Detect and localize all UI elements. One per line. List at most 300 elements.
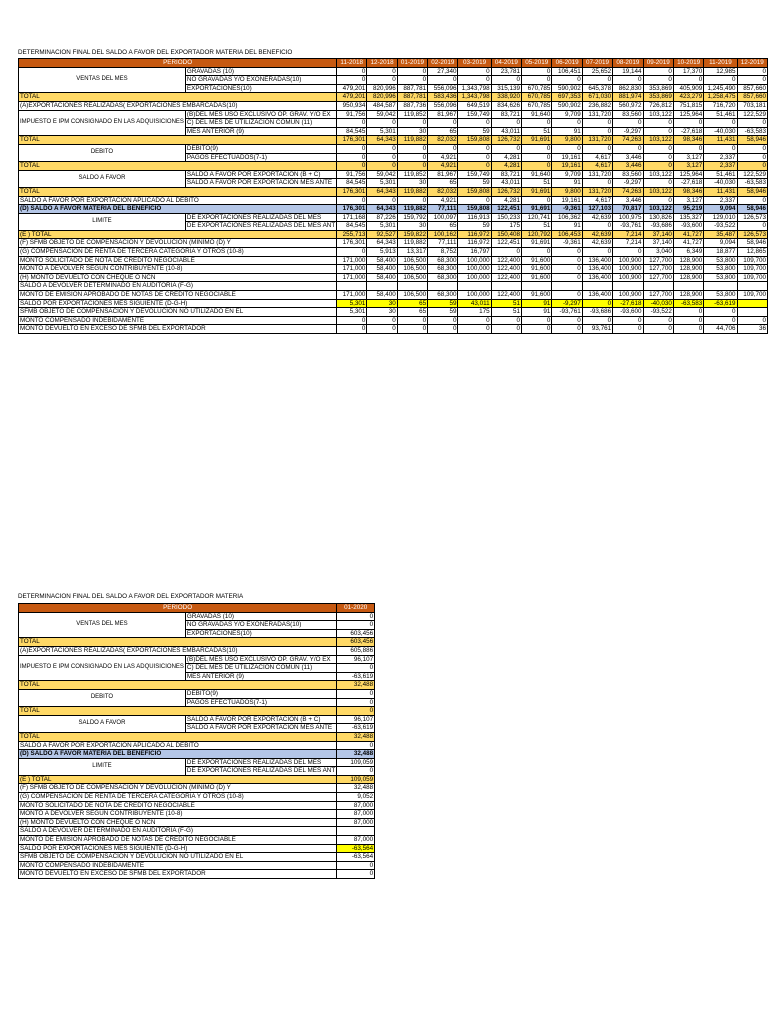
cell-value: 0 (337, 707, 375, 716)
cell-value: 0 (582, 299, 612, 308)
cell-value: 0 (522, 162, 552, 171)
cell-value: 0 (367, 325, 397, 334)
row-label: TOTAL (19, 136, 337, 145)
cell-value: 0 (613, 248, 643, 257)
period-header: 11-2018 (337, 59, 367, 68)
cell-value: 51,461 (704, 170, 737, 179)
cell-value: 171,000 (337, 291, 367, 300)
cell-value: 135,327 (673, 213, 703, 222)
row-label: DE EXPORTACIONES REALIZADAS DEL MES ANT (186, 222, 336, 230)
cell-value: 59 (458, 127, 491, 136)
cell-value: 0 (643, 153, 673, 162)
row-label: PAGOS EFECTUADOS(7-1) (185, 153, 336, 162)
cell-value: -9,297 (552, 299, 582, 308)
cell-value: 0 (367, 144, 397, 153)
cell-value: 0 (552, 316, 582, 325)
table-row (19, 101, 768, 110)
cell-value: 0 (337, 741, 375, 750)
cell-value: 887,736 (397, 101, 427, 110)
cell-value: 122,529 (737, 110, 767, 119)
cell-value: 44,706 (704, 325, 737, 334)
cell-value: 0 (522, 119, 552, 128)
cell-value: 5,301 (367, 222, 397, 231)
table-row (19, 282, 768, 291)
table-row (19, 715, 375, 724)
cell-value: 136,400 (582, 256, 612, 265)
cell-value: 0 (704, 308, 737, 317)
cell-value: 0 (552, 265, 582, 274)
cell-value: 3,446 (613, 153, 643, 162)
row-label: (F) SFMB OBJETO DE COMPENSACION Y DEVOLUCION (MINIMO (D) Y (19, 239, 337, 248)
cell-value: 479,201 (337, 84, 367, 93)
cell-value: 5,301 (367, 127, 397, 136)
cell-value: 6,349 (673, 248, 703, 257)
row-label: MONTO DE EMISION APROBADO DE NOTAS DE CREDITO NEGOCIABLE (19, 836, 337, 845)
cell-value: 130,826 (643, 213, 673, 222)
cell-value: 35,487 (704, 230, 737, 239)
cell-value: -40,030 (704, 127, 737, 136)
row-group-label: VENTAS DEL MES (19, 67, 186, 93)
cell-value: 119,882 (397, 205, 427, 214)
row-label: (G) COMPENSACION DE RENTA DE TERCERA CATEGORIA Y OTROS (10-8) (19, 248, 337, 257)
cell-value: 159,808 (458, 136, 491, 145)
cell-value: 122,400 (491, 291, 521, 300)
cell-value: 83,721 (491, 170, 521, 179)
row-label: NO GRAVADAS Y/O EXONERADAS(10) (185, 76, 336, 85)
cell-value: 0 (737, 119, 767, 128)
cell-value: 100,000 (458, 256, 491, 265)
cell-value: 106,500 (397, 273, 427, 282)
row-label: GRAVADAS (10) (185, 67, 336, 76)
table-row (19, 187, 768, 196)
cell-value: 32,488 (337, 784, 375, 793)
cell-value: 0 (367, 196, 397, 205)
cell-value: 43,011 (491, 127, 521, 136)
cell-value: 128,900 (673, 291, 703, 300)
cell-value: -27,618 (673, 179, 703, 188)
cell-value: 0 (337, 248, 367, 257)
period-header: 09-2019 (643, 59, 673, 68)
cell-value: 19,161 (552, 153, 582, 162)
table-row (19, 844, 375, 853)
row-label: SALDO A FAVOR POR EXPORTACION MES ANTE (185, 724, 336, 733)
cell-value: 91,600 (522, 273, 552, 282)
cell-value: 590,902 (552, 101, 582, 110)
cell-value: 0 (613, 76, 643, 85)
table-row (19, 230, 768, 239)
row-label: SALDO POR EXPORTACIONES MES SIGUIENTE (D-G-H) (19, 299, 337, 308)
cell-value: 64,343 (367, 187, 397, 196)
period-header: 02-2019 (428, 59, 458, 68)
cell-value: 0 (582, 144, 612, 153)
cell-value: 122,400 (491, 256, 521, 265)
table-row (19, 681, 375, 690)
cell-value: 0 (397, 153, 427, 162)
cell-value: 159,808 (458, 205, 491, 214)
cell-value: 119,852 (397, 110, 427, 119)
cell-value: 58,400 (367, 256, 397, 265)
cell-value: 122,400 (491, 265, 521, 274)
cell-value: 0 (428, 316, 458, 325)
row-label: MONTO COMPENSADO INDEBIDAMENTE (19, 316, 337, 325)
cell-value: 857,660 (737, 93, 767, 102)
row-label: MONTO A DEVOLVER SEGÚN CONTRIBUYENTE (10-8) (19, 265, 337, 274)
cell-value: 83,721 (491, 110, 521, 119)
cell-value (367, 282, 397, 291)
cell-value: 0 (737, 144, 767, 153)
row-group-label: DEBITO (19, 144, 186, 161)
cell-value: 100,900 (613, 273, 643, 282)
cell-value: 109,700 (737, 265, 767, 274)
cell-value: 109,700 (737, 256, 767, 265)
cell-value: -9,297 (613, 127, 643, 136)
cell-value: 820,996 (367, 84, 397, 93)
cell-value: 53,800 (704, 291, 737, 300)
cell-value (428, 282, 458, 291)
cell-value: -63,583 (737, 179, 767, 188)
cell-value: 3,127 (673, 153, 703, 162)
row-label: TOTAL (19, 732, 337, 741)
cell-value: 0 (337, 196, 367, 205)
row-group-label: SALDO A FAVOR (19, 715, 186, 732)
cell-value: 649,519 (458, 101, 491, 110)
cell-value: 59 (458, 179, 491, 188)
cell-value: 68,300 (428, 256, 458, 265)
period-header: 07-2019 (582, 59, 612, 68)
row-label: TOTAL (19, 187, 337, 196)
row-group-label: IMPUESTO E IPM CONSIGNADO EN LAS ADQUISICIONES (19, 110, 186, 136)
cell-value: 0 (673, 316, 703, 325)
cell-value: 1,258,475 (704, 93, 737, 102)
cell-value: 2,337 (704, 153, 737, 162)
cell-value: 126,573 (737, 213, 767, 222)
cell-value: 23,781 (491, 67, 521, 76)
row-label: TOTAL (19, 707, 337, 716)
cell-value: -63,619 (704, 299, 737, 308)
cell-value: 136,400 (582, 291, 612, 300)
cell-value: 43,011 (491, 179, 521, 188)
row-label: MONTO DEVUELTO EN EXCESO DE SFMB DEL EXPORTADOR (19, 870, 337, 879)
row-label: EXPORTACIONES(10) (185, 84, 336, 93)
cell-value: 0 (582, 179, 612, 188)
period-header: 11-2019 (704, 59, 737, 68)
row-label: DE EXPORTACIONES REALIZADAS DEL MES (185, 213, 336, 222)
cell-value: 82,032 (428, 187, 458, 196)
cell-value: 834,626 (491, 101, 521, 110)
header-row (19, 59, 768, 68)
cell-value: 4,281 (491, 196, 521, 205)
cell-value: 0 (552, 76, 582, 85)
cell-value: 74,263 (613, 187, 643, 196)
cell-value: 136,400 (582, 273, 612, 282)
cell-value: 65 (397, 308, 427, 317)
row-label: TOTAL (19, 681, 337, 690)
cell-value: 0 (337, 316, 367, 325)
cell-value: 119,882 (397, 239, 427, 248)
cell-value: 103,122 (643, 187, 673, 196)
period-header: 06-2019 (552, 59, 582, 68)
cell-value: 0 (458, 67, 491, 76)
cell-value: 100,000 (458, 265, 491, 274)
cell-value: 175 (491, 222, 521, 231)
row-label: SALDO A FAVOR POR EXPORTACION APLICADO AL DEBITO (19, 741, 337, 750)
cell-value: 59 (458, 222, 491, 231)
cell-value: 0 (737, 316, 767, 325)
period-header: 01-2019 (397, 59, 427, 68)
cell-value: 5,301 (367, 179, 397, 188)
cell-value: 100,097 (428, 213, 458, 222)
cell-value: 0 (522, 67, 552, 76)
cell-value: 0 (337, 67, 367, 76)
cell-value: 171,168 (337, 213, 367, 222)
row-label: SALDO A FAVOR POR EXPORTACION (B + C) (185, 170, 336, 179)
cell-value: 53,800 (704, 256, 737, 265)
cell-value: 91,691 (522, 136, 552, 145)
row-label: SALDO A DEVOLVER DETERMINADO EN AUDITORIA (F-G) (19, 282, 337, 291)
cell-value: 100,975 (613, 213, 643, 222)
cell-value: 68,300 (428, 265, 458, 274)
cell-value (704, 282, 737, 291)
table-row (19, 256, 768, 265)
cell-value: 96,107 (337, 655, 375, 664)
cell-value: 176,301 (337, 187, 367, 196)
cell-value: 176,301 (337, 205, 367, 214)
cell-value: 0 (673, 119, 703, 128)
cell-value: 0 (458, 316, 491, 325)
cell-value: 58,946 (737, 136, 767, 145)
cell-value: 0 (552, 291, 582, 300)
cell-value: 556,096 (428, 101, 458, 110)
cell-value: 0 (458, 325, 491, 334)
cell-value: 9,094 (704, 205, 737, 214)
row-label: (H) MONTO DEVUELTO CON CHEQUE O NCN (19, 273, 337, 282)
cell-value: 0 (397, 119, 427, 128)
cell-value: 120,792 (522, 230, 552, 239)
cell-value: 106,453 (552, 230, 582, 239)
cell-value: 0 (397, 162, 427, 171)
cell-value: 59,042 (367, 170, 397, 179)
row-label: C) DEL MES DE UTILIZACION COMUN (11) (185, 119, 336, 128)
cell-value: -40,030 (643, 299, 673, 308)
cell-value: 68,300 (428, 273, 458, 282)
cell-value: 820,996 (367, 93, 397, 102)
table-row (19, 861, 375, 870)
cell-value: 176,301 (337, 136, 367, 145)
cell-value: 68,300 (428, 291, 458, 300)
cell-value: 91 (552, 127, 582, 136)
cell-value: 41,727 (673, 230, 703, 239)
cell-value: 3,040 (643, 248, 673, 257)
header-period-label: PERIODO (19, 59, 337, 68)
header-row (19, 604, 375, 613)
cell-value: 53,800 (704, 265, 737, 274)
cell-value: 590,902 (552, 84, 582, 93)
cell-value: 9,800 (552, 187, 582, 196)
row-group-label: VENTAS DEL MES (19, 612, 186, 638)
cell-value: 0 (613, 325, 643, 334)
cell-value: 84,545 (337, 179, 367, 188)
cell-value: 30 (397, 222, 427, 231)
cell-value (737, 282, 767, 291)
cell-value (491, 282, 521, 291)
cell-value: 0 (704, 316, 737, 325)
cell-value: 0 (613, 316, 643, 325)
cell-value: -93,522 (704, 222, 737, 231)
cell-value: 0 (491, 316, 521, 325)
cell-value: 0 (458, 119, 491, 128)
cell-value: 30 (397, 179, 427, 188)
cell-value: 11,431 (704, 136, 737, 145)
cell-value: 103,122 (643, 110, 673, 119)
cell-value: 70,817 (613, 205, 643, 214)
cell-value: 171,000 (337, 273, 367, 282)
cell-value: 42,639 (582, 213, 612, 222)
cell-value: 77,111 (428, 205, 458, 214)
cell-value: -93,600 (613, 308, 643, 317)
cell-value: 17,370 (673, 67, 703, 76)
cell-value: 4,617 (582, 162, 612, 171)
row-label: (A)EXPORTACIONES REALIZADAS( EXPORTACIONES EMBARCADAS(10) (19, 101, 337, 110)
cell-value: 12,985 (704, 67, 737, 76)
cell-value: 36 (737, 325, 767, 334)
table-row (19, 273, 768, 282)
cell-value: 65 (428, 179, 458, 188)
cell-value: 0 (337, 861, 375, 870)
cell-value: -27,618 (613, 299, 643, 308)
cell-value: 0 (552, 256, 582, 265)
cell-value: 91,600 (522, 256, 552, 265)
cell-value: 605,886 (337, 646, 375, 655)
cell-value: 131,720 (582, 170, 612, 179)
cell-value: 0 (613, 119, 643, 128)
row-label: EXPORTACIONES(10) (185, 629, 336, 638)
row-label: SFMB OBJETO DE COMPENSACION Y DEVOLUCION NO UTILIZADO EN EL (19, 308, 337, 317)
cell-value: 64,343 (367, 205, 397, 214)
table-row (19, 853, 375, 862)
cell-value: 100,000 (458, 291, 491, 300)
table-row (19, 758, 375, 767)
cell-value: 109,700 (737, 291, 767, 300)
cell-value: 51 (522, 179, 552, 188)
cell-value: 603,456 (337, 629, 375, 638)
cell-value: -27,618 (673, 127, 703, 136)
table-row (19, 801, 375, 810)
cell-value: 0 (673, 325, 703, 334)
row-label: MES ANTERIOR (9) (185, 672, 336, 681)
cell-value: 0 (458, 153, 491, 162)
table1-title: DETERMINACION FINAL DEL SALDO A FAVOR DEL EXPORTADOR MATERIA DEL BENEFICIO (18, 49, 293, 56)
cell-value: 116,972 (458, 239, 491, 248)
cell-value: -63,564 (337, 844, 375, 853)
cell-value: 0 (552, 144, 582, 153)
cell-value (522, 282, 552, 291)
cell-value: 109,700 (737, 273, 767, 282)
row-label: SALDO POR EXPORTACIONES MES SIGUIENTE (D-G-H) (19, 844, 337, 853)
period-header: 10-2019 (673, 59, 703, 68)
cell-value: 131,720 (582, 187, 612, 196)
cell-value: 0 (491, 76, 521, 85)
cell-value: 37,140 (643, 230, 673, 239)
cell-value: 0 (491, 248, 521, 257)
cell-value: 0 (428, 119, 458, 128)
cell-value: 42,639 (582, 230, 612, 239)
cell-value: 726,812 (643, 101, 673, 110)
cell-value: 106,451 (552, 67, 582, 76)
table-row (19, 110, 768, 119)
table-row (19, 689, 375, 698)
row-label: (F) SFMB OBJETO DE COMPENSACION Y DEVOLUCION (MINIMO (D) Y (19, 784, 337, 793)
cell-value: 126,732 (491, 136, 521, 145)
cell-value: -9,297 (613, 179, 643, 188)
row-label: (E ) TOTAL (19, 230, 337, 239)
cell-value: 100,900 (613, 291, 643, 300)
cell-value: 3,446 (613, 196, 643, 205)
cell-value: 122,451 (491, 239, 521, 248)
cell-value: 703,181 (737, 101, 767, 110)
cell-value: -63,583 (737, 127, 767, 136)
cell-value: 0 (552, 119, 582, 128)
table-row (19, 239, 768, 248)
cell-value: 0 (673, 308, 703, 317)
cell-value: 353,869 (643, 84, 673, 93)
cell-value: 236,882 (582, 101, 612, 110)
cell-value: 2,337 (704, 196, 737, 205)
cell-value: 0 (367, 67, 397, 76)
table-row (19, 810, 375, 819)
cell-value: 0 (737, 153, 767, 162)
cell-value: 81,967 (428, 170, 458, 179)
cell-value: 0 (643, 179, 673, 188)
cell-value: 0 (458, 76, 491, 85)
row-label: MONTO DEVUELTO EN EXCESO DE SFMB DEL EXPORTADOR (19, 325, 337, 334)
cell-value: 0 (643, 325, 673, 334)
table-row (19, 793, 375, 802)
row-label: MES ANTERIOR (9) (185, 127, 336, 136)
row-label: MONTO DE EMISION APROBADO DE NOTAS DE CREDITO NEGOCIABLE (19, 291, 337, 300)
cell-value: 8,752 (428, 248, 458, 257)
cell-value: -93,686 (643, 222, 673, 231)
cell-value: 1,245,490 (704, 84, 737, 93)
cell-value: 58,946 (737, 205, 767, 214)
cell-value: 0 (522, 76, 552, 85)
cell-value: 82,032 (428, 136, 458, 145)
cell-value: 32,488 (337, 732, 375, 741)
row-label: DE EXPORTACIONES REALIZADAS DEL MES (185, 758, 336, 767)
cell-value: 338,920 (491, 93, 521, 102)
table-row (19, 750, 375, 759)
cell-value: 4,921 (428, 196, 458, 205)
cell-value: 603,456 (337, 638, 375, 647)
cell-value: 122,451 (491, 205, 521, 214)
cell-value: -93,686 (582, 308, 612, 317)
table-row (19, 136, 768, 145)
cell-value: 560,972 (613, 101, 643, 110)
table-row (19, 308, 768, 317)
cell-value: 27,340 (428, 67, 458, 76)
cell-value: 583,436 (428, 93, 458, 102)
cell-value: 479,201 (337, 93, 367, 102)
cell-value: 58,946 (737, 239, 767, 248)
cell-value: 0 (582, 248, 612, 257)
table-row (19, 248, 768, 257)
cell-value: 5,301 (337, 308, 367, 317)
cell-value: 0 (397, 325, 427, 334)
cell-value: 95,219 (673, 205, 703, 214)
cell-value: 950,934 (337, 101, 367, 110)
table-row (19, 741, 375, 750)
cell-value: 0 (428, 76, 458, 85)
cell-value: 0 (643, 76, 673, 85)
